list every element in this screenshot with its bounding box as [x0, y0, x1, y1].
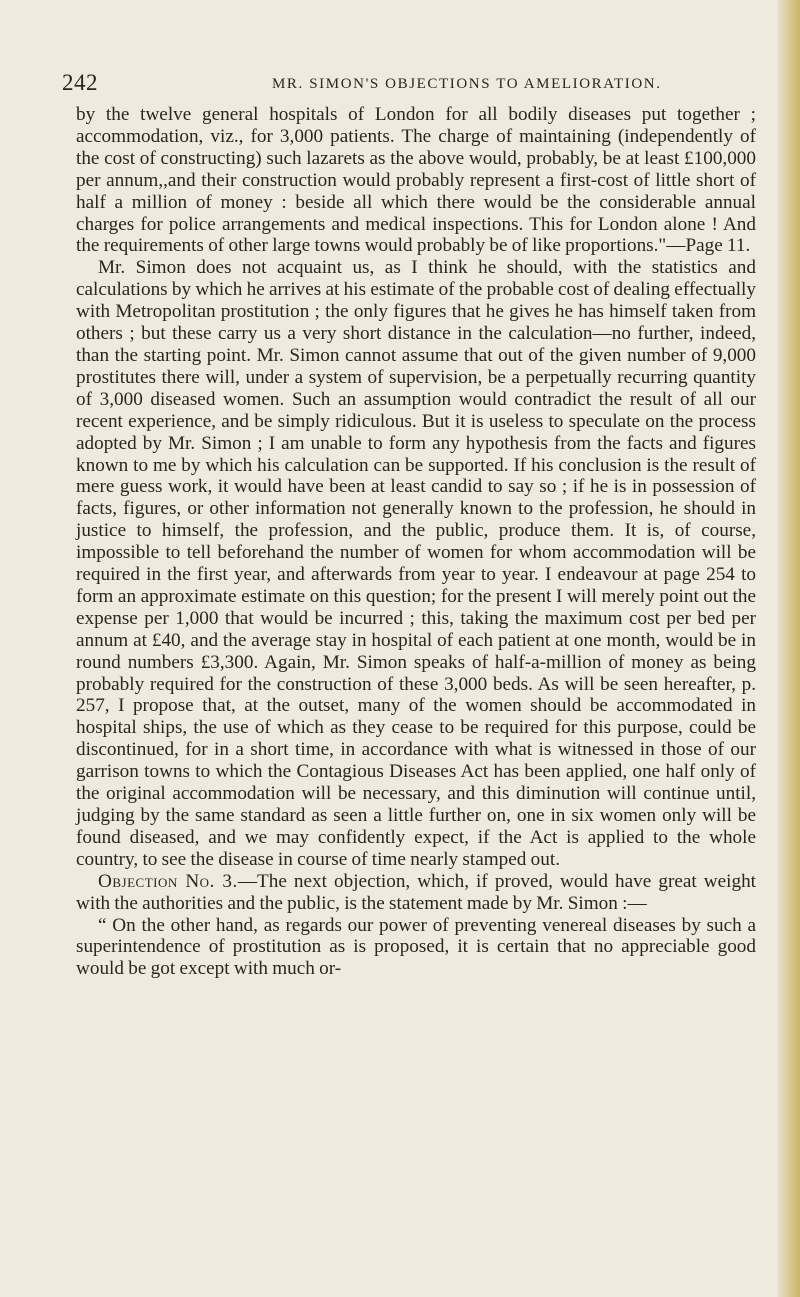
page-number: 242 — [62, 70, 98, 95]
objection-heading: Objection No. 3. — [98, 870, 238, 892]
running-head — [62, 70, 756, 98]
paragraph-quotation: “ On the other hand, as regards our power of preventing venereal diseases by such a superintendence of prostitution as is proposed, it is certain that no appreciable good would be got except with much or- — [76, 914, 756, 980]
book-page — [62, 70, 756, 980]
paragraph-simon-estimate: Mr. Simon does not acquaint us, as I think he should, with the statistics and calculations by which he arrives at his estimate of the probable cost of dealing effectually with Metropolitan prostitution ; the only figures that he gives he has himself taken from others ; but these carry us a very short distance in the calculation—no further, indeed, than the starting point. Mr. Simon cannot assume that out of the given number of 9,000 prostitutes there will, under a system of supervision, be a perpetually recurring quantity of 3,000 diseased women. Such an assumption would contradict the result of all our recent experience, and be simply ridiculous. But it is useless to speculate on the process adopted by Mr. Simon ; I am unable to form any hypothesis from the facts and figures known to me by which his calculation can be supported. If his conclusion is the result of mere guess work, it would have been at least candid to say so ; if he is in possession of facts, figures, or other information not generally known to the profession, he should in justice to himself, the profession, and the public, produce them. It is, of course, impossible to tell beforehand the number of women for whom accommodation will be required in the first year, and afterwards from year to year. I endeavour at page 254 to form an approximate estimate on this question; for the present I will merely point out the expense per 1,000 that would be incurred ; this, taking the maximum cost per bed per annum at £40, and the average stay in hospital of each patient at one month, would be in round numbers £3,300. Again, Mr. Simon speaks of half-a-million of money as being probably required for the construction of these 3,000 beds. As will be seen hereafter, p. 257, I propose that, at the outset, many of the women should be accommodated in hospital ships, the use of which as they cease to be required for this purpose, could be discontinued, for in a short time, in accordance with what is witnessed in those of our garrison towns to which the Contagious Diseases Act has been applied, one half only of the original accommodation will be necessary, and this diminution will continue until, judging by the same standard as seen a little further on, one in six women only will be found diseased, and we may confidently expect, if the Act is applied to the whole country, to see the disease in course of time nearly stamped out. — [76, 257, 756, 870]
objection-text: —The next objection, which, if proved, would have great weight with the authorities and the public, is the statement made by Mr. Simon :— — [76, 870, 756, 914]
running-title: MR. SIMON'S OBJECTIONS TO AMELIORATION. — [272, 76, 662, 92]
paragraph-continued: by the twelve general hospitals of London for all bodily diseases put together ; accommodation, viz., for 3,000 patients. The charge of maintaining (independently of the cost of constructing) such lazarets as the above would, probably, be at least £100,000 per annum,,and their construction would probably represent a first-cost of little short of half a million of money : beside all which there would be the considerable annual charges for police arrangements and medical inspections. This for London alone ! And the requirements of other large towns would probably be of like proportions."—Page 11. — [76, 104, 756, 257]
page-edge-binding — [778, 0, 800, 1297]
paragraph-objection-3 — [76, 871, 756, 915]
